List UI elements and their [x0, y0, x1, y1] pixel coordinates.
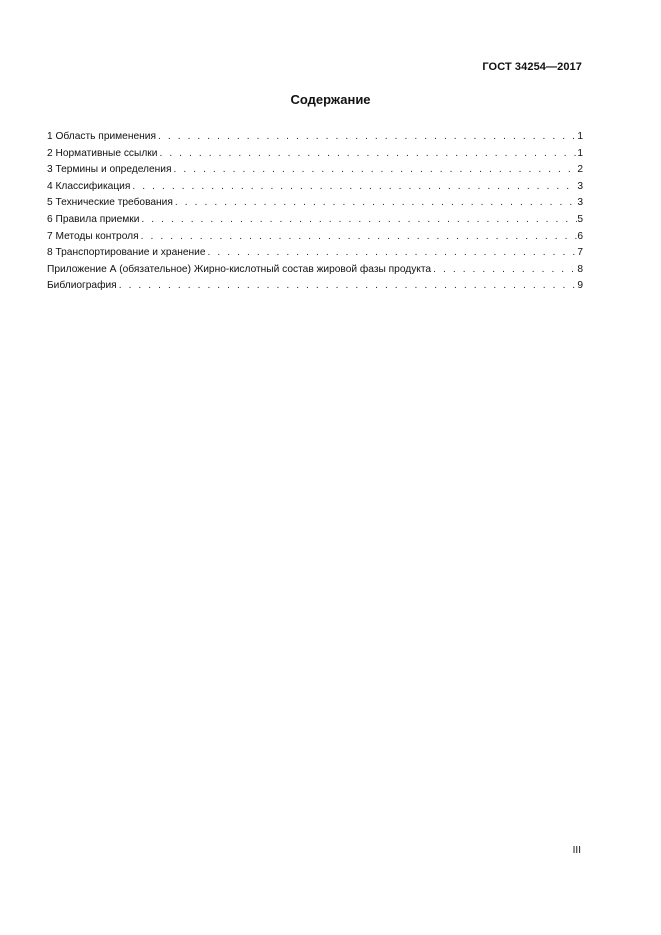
- toc-dot-leader: [139, 231, 578, 242]
- toc-entry[interactable]: [47, 231, 583, 248]
- toc-entry-page: 1: [577, 131, 583, 142]
- toc-dot-leader: [130, 181, 577, 192]
- toc-entry[interactable]: [47, 280, 583, 297]
- toc-entry[interactable]: [47, 214, 583, 231]
- table-of-contents: [47, 131, 583, 297]
- toc-entry[interactable]: [47, 148, 583, 165]
- toc-dot-leader: [206, 247, 578, 258]
- toc-dot-leader: [139, 214, 577, 225]
- toc-entry-page: 6: [577, 230, 583, 242]
- toc-dot-leader: [157, 148, 577, 159]
- toc-entry-page: 9: [577, 280, 583, 292]
- toc-entry-label: 6 Правила приемки: [47, 213, 140, 225]
- toc-entry[interactable]: [47, 247, 583, 264]
- page-number: III: [572, 845, 581, 856]
- toc-entry[interactable]: [47, 181, 583, 198]
- toc-entry-label: 1 Область применения: [47, 131, 156, 142]
- toc-entry-page: 3: [577, 197, 583, 209]
- toc-entry-page: 5: [577, 213, 583, 225]
- toc-entry-page: 2: [577, 164, 583, 176]
- toc-dot-leader: [173, 197, 577, 208]
- toc-entry-label: Библиография: [47, 280, 117, 292]
- toc-dot-leader: [117, 280, 578, 291]
- toc-entry-page: 8: [577, 263, 583, 275]
- toc-dot-leader: [431, 264, 577, 275]
- toc-title: Содержание: [290, 92, 371, 107]
- toc-entry[interactable]: [47, 197, 583, 214]
- toc-entry[interactable]: [47, 164, 583, 181]
- toc-dot-leader: [171, 164, 577, 175]
- toc-entry-label: 2 Нормативные ссылки: [47, 147, 158, 159]
- toc-entry-label: 5 Технические требования: [47, 197, 173, 209]
- toc-entry-label: 4 Классификация: [47, 180, 131, 192]
- document-code: ГОСТ 34254—2017: [482, 61, 582, 73]
- toc-entry-label: 3 Термины и определения: [47, 164, 172, 176]
- toc-entry-page: 1: [577, 147, 583, 159]
- toc-entry-label: 7 Методы контроля: [47, 230, 139, 242]
- toc-entry-label: 8 Транспортирование и хранение: [47, 247, 206, 259]
- toc-entry-page: 7: [577, 247, 583, 259]
- toc-dot-leader: [156, 131, 577, 142]
- toc-entry[interactable]: [47, 264, 583, 281]
- toc-entry-page: 3: [577, 180, 583, 192]
- toc-entry[interactable]: [47, 131, 583, 148]
- toc-entry-label: Приложение А (обязательное) Жирно-кислотный состав жировой фазы продукта: [47, 263, 432, 275]
